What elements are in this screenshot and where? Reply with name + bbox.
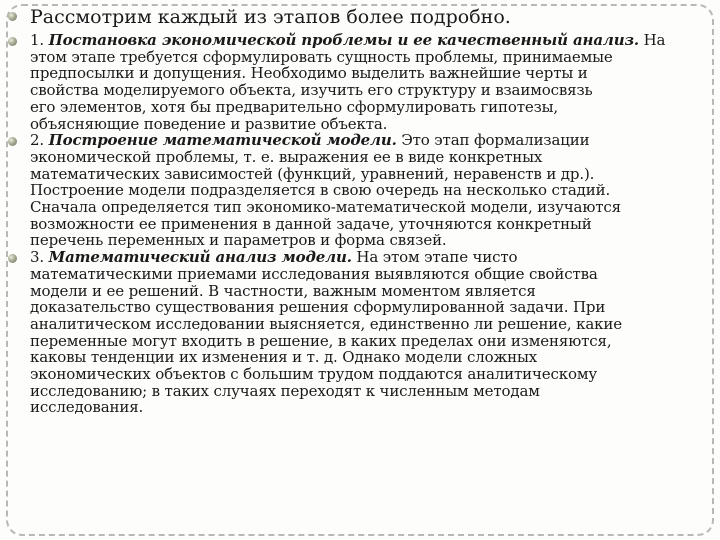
point-3 bbox=[4, 249, 714, 416]
point-line: модели и ее решений. В частности, важным моментом является bbox=[30, 281, 536, 300]
point-lead: Математический анализ модели. bbox=[48, 248, 352, 267]
point-line: возможности ее применения в данной задаче, уточняются конкретный bbox=[30, 214, 592, 233]
point-line: перечень переменных и параметров и форма связей. bbox=[30, 231, 447, 250]
point-line: его элементов, хотя бы предварительно сформулировать гипотезы, bbox=[30, 97, 559, 116]
bullet-icon bbox=[8, 254, 17, 263]
slide-content bbox=[4, 2, 714, 416]
point-line: объясняющие поведение и развитие объекта. bbox=[30, 114, 388, 133]
point-lead: Построение математической модели. bbox=[48, 131, 397, 150]
point-number: 3. bbox=[30, 248, 49, 267]
point-first-line bbox=[30, 249, 714, 266]
point-line: Сначала определяется тип экономико-математической модели, изучаются bbox=[30, 198, 621, 217]
point-line: исследования. bbox=[30, 398, 144, 417]
point-line: переменные могут входить в решение, в каких пределах они изменяются, bbox=[30, 331, 612, 350]
point-lead: Постановка экономической проблемы и ее качественный анализ. bbox=[48, 31, 639, 49]
point-line: свойства моделируемого объекта, изучить его структуру и взаимосвязь bbox=[30, 81, 593, 100]
point-line: экономических объектов с большим трудом поддаются аналитическому bbox=[30, 365, 598, 384]
point-2 bbox=[4, 132, 714, 249]
point-line: аналитическом исследовании выясняется, единственно ли решение, какие bbox=[30, 314, 622, 333]
point-1 bbox=[4, 32, 714, 132]
point-first-line bbox=[30, 32, 714, 49]
slide-title: Рассмотрим каждый из этапов более подробно. bbox=[30, 6, 511, 28]
point-first-rest: Это этап формализации bbox=[396, 131, 590, 150]
point-number: 2. bbox=[30, 131, 49, 150]
point-line: экономической проблемы, т. е. выражения ее в виде конкретных bbox=[30, 147, 543, 166]
bullet-icon bbox=[8, 137, 17, 146]
point-first-rest: На этом этапе чисто bbox=[351, 248, 518, 267]
point-line: доказательство существования решения сформулированной задачи. При bbox=[30, 298, 606, 317]
point-first-line bbox=[30, 132, 714, 149]
point-number: 1. bbox=[30, 31, 49, 49]
point-first-rest: На bbox=[639, 31, 666, 49]
point-line: математическими приемами исследования выявляются общие свойства bbox=[30, 264, 598, 283]
point-line: каковы тенденции их изменения и т. д. Однако модели сложных bbox=[30, 348, 538, 367]
point-line: этом этапе требуется сформулировать сущность проблемы, принимаемые bbox=[30, 47, 613, 66]
point-line: исследованию; в таких случаях переходят к численным методам bbox=[30, 381, 540, 400]
title-item bbox=[4, 2, 714, 32]
bullet-icon bbox=[8, 37, 17, 46]
point-line: математических зависимостей (функций, уравнений, неравенств и др.). bbox=[30, 164, 595, 183]
point-line: Построение модели подразделяется в свою очередь на несколько стадий. bbox=[30, 181, 611, 200]
bullet-icon bbox=[8, 12, 17, 21]
point-line: предпосылки и допущения. Необходимо выделить важнейшие черты и bbox=[30, 64, 588, 83]
